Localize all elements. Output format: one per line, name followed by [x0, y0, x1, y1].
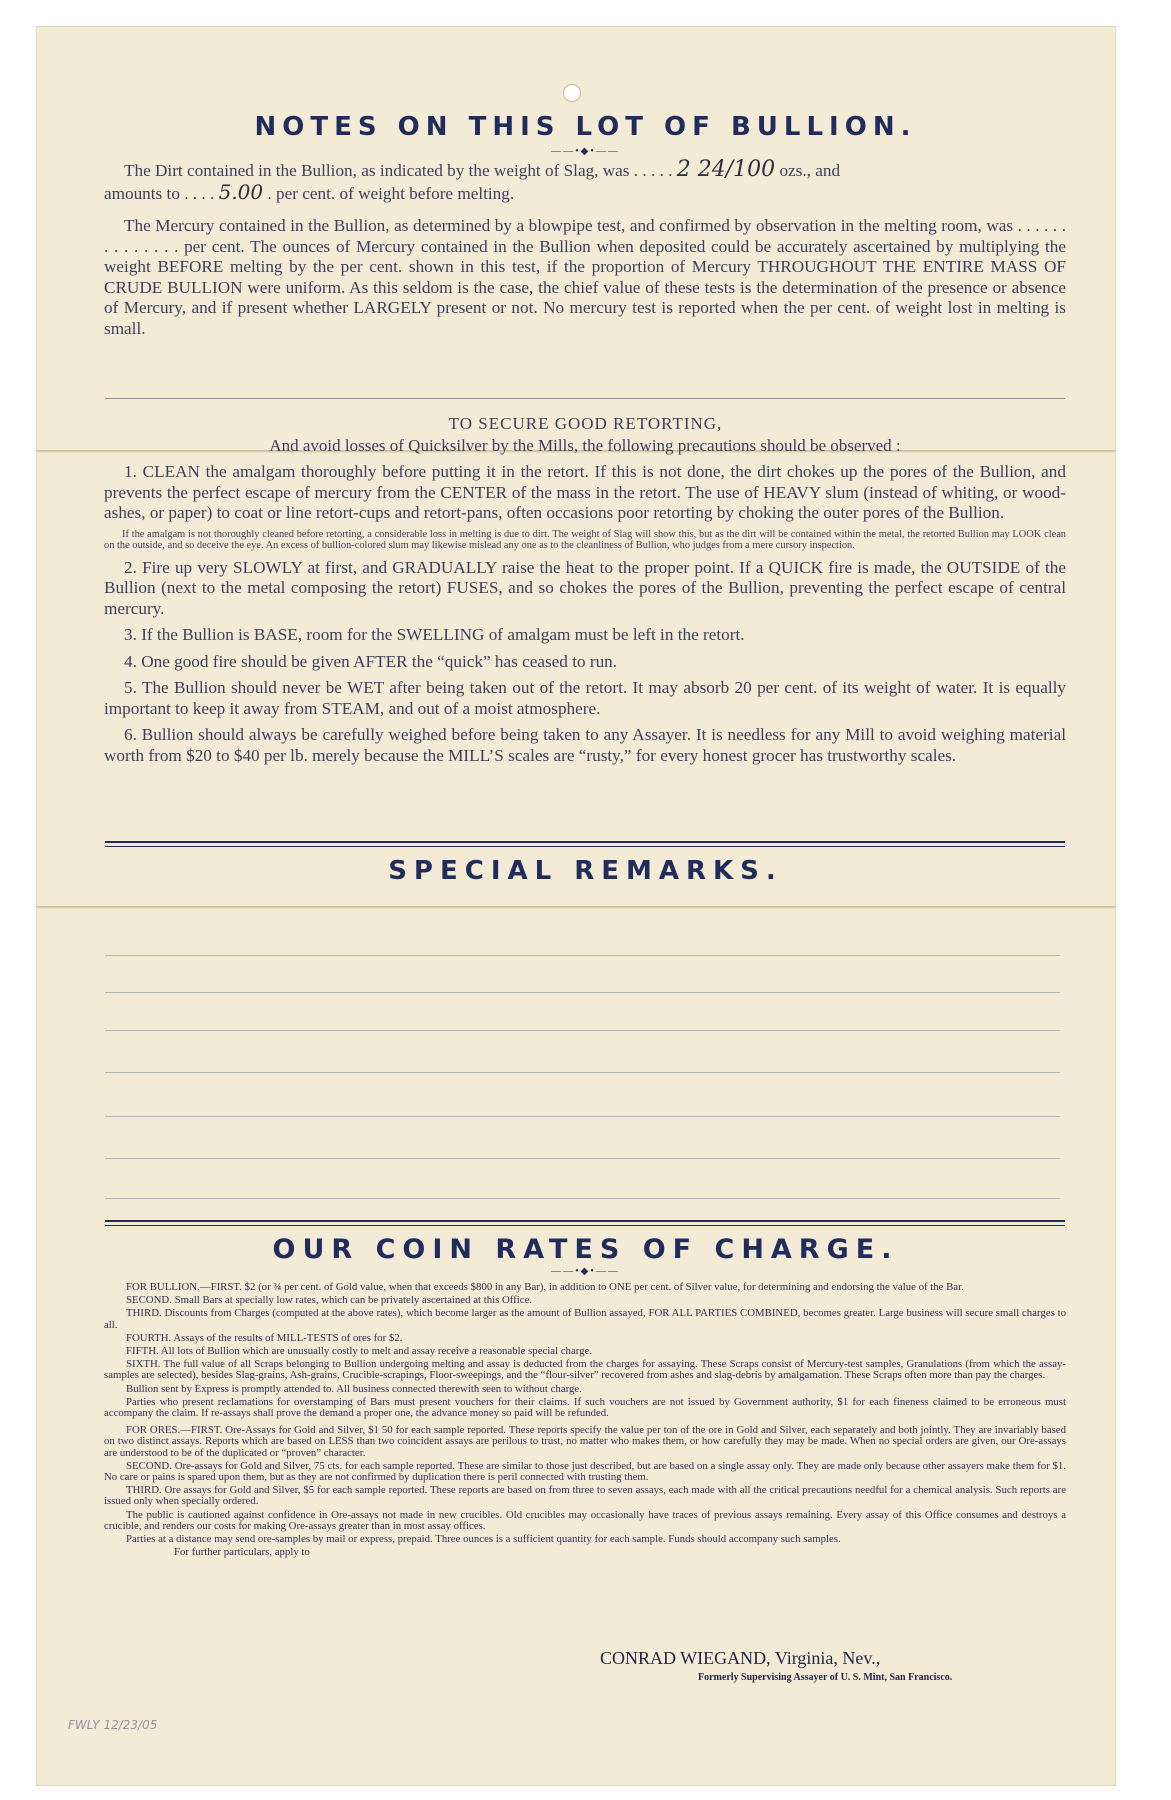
coin-rates-title: OUR COIN RATES OF CHARGE. — [272, 1234, 899, 1265]
amounts-text-pre: amounts to . . . . — [104, 183, 215, 203]
notes-ornament: ——•◆•—— — [551, 146, 620, 157]
mercury-text: The Mercury contained in the Bullion, as determined by a blowpipe test, and confirmed by observation in the melting room, was . . . . . . . . . . . . . . per cent. The ounces of Mercury contained in the Bullion when deposited could be accurately ascertained by multiplying the weight BEFORE melting by the per cent. shown in this test, if the proportion of Mercury THROUGHOUT THE ENTIRE MASS OF CRUDE BULLION were uniform. As this seldom is the case, the chief value of these tests is the determination of the presence or absence of Mercury, and if present whether LARGELY present or not. No mercury test is reported when the per cent. of weight lost in melting is small. — [104, 216, 1066, 338]
charge-item: The public is cautioned against confidence in Ore-assays not made in new crucibles. Old crucibles may occasionally have traces of previous assays remaining. Every assay of this Office consumes and destroys a crucible, and renders our costs for making Ore-assays greater than in most assay offices. — [104, 1508, 1066, 1532]
notes-title: NOTES ON THIS LOT OF BULLION. — [254, 112, 917, 142]
charge-item: FOR BULLION.—FIRST. $2 (or ¾ per cent. of Gold value, when that exceeds $800 in any Bar), in addition to ONE per cent. of Silver value, for determining and endorsing the value of the Bar. — [126, 1281, 964, 1293]
precaution-1: 1. CLEAN the amalgam thoroughly before putting it in the retort. If this is not done, the dirt chokes up the pores of the Bullion, and prevents the perfect escape of mercury from the CENTER of the mass in the retort. The use of HEAVY slum (instead of whiting, or wood-ashes, or paper) to coat or line retort-cups and retort-pans, often occasions poor retorting by choking the outer pores of the Bullion. — [104, 462, 1066, 522]
retorting-heading: TO SECURE GOOD RETORTING, — [448, 414, 723, 433]
charge-item: SIXTH. The full value of all Scraps belonging to Bullion undergoing melting and assay is deducted from the charges for assaying. These Scraps consist of Mercury-test samples, Granulations (from which the assay-samples are selected), besides Slag-grains, Ash-grains, Crucible-scrapings, Floor-sweepings, and the “flour-silver” recovered from ashes and slag-debris by amalgamation. These Scraps often more than pay the charges. — [104, 1358, 1066, 1382]
dirt-handwritten-value: 2 24/100 — [676, 157, 776, 182]
retorting-subheading: And avoid losses of Quicksilver by the Mills, the following precautions should be observed : — [269, 436, 901, 455]
charge-item: THIRD. Discounts from Charges (computed at the above rates), which become larger as the amount of Bullion assayed, FOR ALL PARTIES COMBINED, becomes greater. Large business will secure small charges to all. — [104, 1307, 1066, 1331]
remarks-top-rule — [105, 841, 1065, 847]
apply-line: For further particulars, apply to — [174, 1546, 310, 1559]
dirt-line — [104, 157, 1066, 204]
remarks-line — [105, 1072, 1060, 1073]
precaution-2: 2. Fire up very SLOWLY at first, and GRADUALLY raise the heat to the proper point. If a QUICK fire is made, the OUTSIDE of the Bullion (next to the metal composing the retort) FUSES, and so chokes the pores of the Bullion, preventing the perfect escape of central mercury. — [104, 557, 1066, 618]
signature-name: CONRAD WIEGAND, Virginia, Nev., — [600, 1648, 881, 1668]
charge-item: SECOND. Ore-assays for Gold and Silver, 75 cts. for each sample reported. These are similar to those just described, but are based on a single assay only. They are made only because other assayers make them for $1. No care or pains is spared upon them, but as they are not confirmed by duplication there is peril connected with trusting them. — [104, 1459, 1066, 1484]
mercury-paragraph — [104, 216, 1066, 339]
charges-ornament: ——•◆•—— — [551, 1266, 620, 1277]
charge-item: FOR ORES.—FIRST. Ore-Assays for Gold and Silver, $1 50 for each sample reported. These reports specify the value per ton of the ore in Gold and Silver, each separately and both jointly. They are invariably based on two distinct assays. Reports which are based on LESS than two coincident assays are perilous to trust, no matter who makes them, or how carefully they may be made. When no special orders are given, our Ore-assays are understood to be of the duplicated or “proven” character. — [104, 1424, 1066, 1459]
corner-pencil-note: FWLY 12/23/05 — [68, 1718, 158, 1732]
remarks-line — [105, 1116, 1060, 1117]
remarks-line — [105, 1158, 1060, 1159]
precaution-1-note: If the amalgam is not thoroughly cleaned before retorting, a considerable loss in melting is due to dirt. The weight of Slag will show this, but as the dirt will be contained within the metal, the retorted Bullion may LOOK clean on the outside, and so deceive the eye. An excess of bullion-colored slum may likewise mislead any one as to the cleanliness of Bullion, who judges from a mere cursory inspection. — [104, 528, 1066, 551]
amounts-text-post: . per cent. of weight before melting. — [267, 183, 515, 203]
punch-hole — [563, 84, 581, 102]
charge-item: Parties at a distance may send ore-samples by mail or express, prepaid. Three ounces is a sufficient quantity for each sample. Funds should accompany such samples. — [126, 1533, 841, 1546]
charge-item: THIRD. Ore assays for Gold and Silver, $5 for each sample reported. These reports are based on from three to seven assays, each made with all the critical precautions needful for a chemical analysis. Such reports are issued only when specially ordered. — [104, 1484, 1066, 1508]
charge-item: FOURTH. Assays of the results of MILL-TESTS of ores for $2. — [126, 1331, 403, 1344]
divider-rule — [105, 398, 1065, 399]
charge-item: Parties who present reclamations for overstamping of Bars must present vouchers for their claims. If such vouchers are not issued by Government authority, $1 for each fineness claimed to be erroneous must accompany the claim. If re-assays shall prove the demand a proper one, the advance money so paid will be refunded. — [104, 1395, 1066, 1420]
charges-top-rule — [105, 1220, 1065, 1226]
charge-item: SECOND. Small Bars at specially low rates, which can be privately ascertained at this Office. — [126, 1294, 533, 1307]
precaution-5: 5. The Bullion should never be WET after being taken out of the retort. It may absorb 20 per cent. of its weight of water. It is equally important to keep it away from STEAM, and out of a moist atmosphere. — [104, 678, 1066, 718]
signature-subtitle: Formerly Supervising Assayer of U. S. Mint, San Francisco. — [698, 1672, 953, 1683]
remarks-line — [105, 1030, 1060, 1031]
remarks-line — [105, 1198, 1060, 1199]
remarks-line — [105, 955, 1060, 956]
charges-list — [104, 1282, 1066, 1560]
precaution-3: 3. If the Bullion is BASE, room for the SWELLING of amalgam must be left in the retort. — [124, 625, 745, 644]
amounts-handwritten-value: 5.00 — [218, 179, 264, 204]
precaution-6: 6. Bullion should always be carefully weighed before being taken to any Assayer. It is needless for any Mill to avoid weighing material worth from $20 to $40 per lb. merely because the MILL’S scales are “rusty,” for every honest grocer has trustworthy scales. — [104, 725, 1066, 765]
retorting-precautions — [104, 462, 1066, 766]
paper-fold-lower — [36, 906, 1116, 909]
charge-item: FIFTH. All lots of Bullion which are unusually costly to melt and assay receive a reasonable special charge. — [126, 1345, 593, 1358]
precaution-4: 4. One good fire should be given AFTER the “quick” has ceased to run. — [124, 651, 618, 671]
remarks-line — [105, 992, 1060, 993]
dirt-text-pre: The Dirt contained in the Bullion, as indicated by the weight of Slag, was . . . . . — [124, 161, 673, 180]
special-remarks-title: SPECIAL REMARKS. — [388, 856, 783, 886]
dirt-text-post: ozs., and — [779, 161, 841, 180]
charge-item: Bullion sent by Express is promptly attended to. All business connected therewith seen to without charge. — [126, 1382, 582, 1395]
